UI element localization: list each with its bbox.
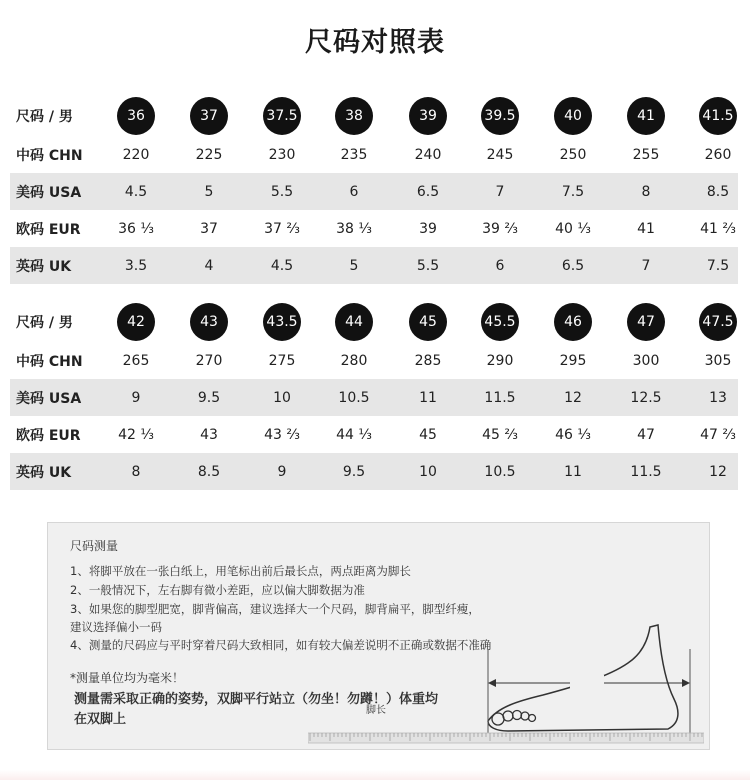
row-label-eur: 欧码 EUR	[16, 221, 81, 238]
size-cell	[543, 96, 603, 136]
eur-cell: 41	[637, 220, 655, 237]
table-1-row-eur	[10, 210, 738, 247]
measurement-title: 尺码测量	[70, 539, 119, 553]
eur-cell: 45 ⅔	[482, 426, 518, 443]
chn-cell: 290	[486, 352, 514, 369]
uk-cell: 10.5	[484, 463, 516, 480]
size-cell	[688, 302, 748, 342]
size-circle: 37.5	[263, 97, 301, 135]
size-cell	[398, 302, 458, 342]
bottom-edge	[0, 770, 750, 780]
size-cell	[179, 302, 239, 342]
usa-cell: 10	[273, 389, 291, 406]
size-circle: 36	[117, 97, 155, 135]
usa-cell: 13	[709, 389, 727, 406]
eur-cell: 36 ⅓	[118, 220, 154, 237]
chn-cell: 305	[704, 352, 732, 369]
eur-cell: 43 ⅔	[264, 426, 300, 443]
chn-cell: 270	[195, 352, 223, 369]
chn-cell: 245	[486, 146, 514, 163]
table-1-row-usa	[10, 173, 738, 210]
eur-cell: 46 ⅓	[555, 426, 591, 443]
row-label-uk: 英码 UK	[16, 464, 72, 481]
chn-cell: 265	[122, 352, 150, 369]
chn-cell: 235	[340, 146, 368, 163]
size-cell	[106, 302, 166, 342]
size-circle: 44	[335, 303, 373, 341]
row-label-size: 尺码 / 男	[16, 315, 73, 331]
chn-cell: 225	[195, 146, 223, 163]
table-2-row-usa	[10, 379, 738, 416]
table-1-row-size	[10, 96, 738, 136]
chn-cell: 250	[559, 146, 587, 163]
usa-cell: 8.5	[706, 183, 730, 200]
usa-cell: 8	[641, 183, 651, 200]
eur-cell: 38 ⅓	[336, 220, 372, 237]
measurement-guide	[47, 522, 710, 750]
size-circle: 39.5	[481, 97, 519, 135]
size-cell	[616, 302, 676, 342]
size-circle: 42	[117, 303, 155, 341]
uk-cell: 6	[495, 257, 505, 274]
posture-note-cont: 在双脚上	[74, 712, 127, 727]
table-1-row-chn	[10, 136, 738, 173]
table-2-row-eur	[10, 416, 738, 453]
usa-cell: 11.5	[484, 389, 516, 406]
uk-cell: 6.5	[561, 257, 585, 274]
usa-cell: 7.5	[561, 183, 585, 200]
usa-cell: 5.5	[270, 183, 294, 200]
measurement-step-3-cont: 建议选择偏小一码	[70, 620, 162, 634]
eur-cell: 42 ⅓	[118, 426, 154, 443]
eur-cell: 39	[419, 220, 437, 237]
size-cell	[179, 96, 239, 136]
uk-cell: 4.5	[270, 257, 294, 274]
table-2-row-size	[10, 302, 738, 342]
size-cell	[324, 302, 384, 342]
uk-cell: 7.5	[706, 257, 730, 274]
chn-cell: 255	[632, 146, 660, 163]
size-cell	[324, 96, 384, 136]
row-label-chn: 中码 CHN	[16, 147, 83, 164]
size-circle: 37	[190, 97, 228, 135]
foot-length-label: 脚长	[366, 705, 386, 716]
size-cell	[398, 96, 458, 136]
size-cell	[688, 96, 748, 136]
usa-cell: 6	[349, 183, 359, 200]
uk-cell: 7	[641, 257, 651, 274]
chn-cell: 240	[414, 146, 442, 163]
eur-cell: 45	[419, 426, 437, 443]
page-title: 尺码对照表	[305, 27, 445, 58]
measurement-step-1: 1、将脚平放在一张白纸上，用笔标出前后最长点，两点距离为脚长	[70, 564, 411, 578]
table-2-row-uk	[10, 453, 738, 490]
eur-cell: 39 ⅔	[482, 220, 518, 237]
size-cell	[252, 96, 312, 136]
uk-cell: 10	[419, 463, 437, 480]
uk-cell: 5.5	[416, 257, 440, 274]
chn-cell: 285	[414, 352, 442, 369]
chn-cell: 295	[559, 352, 587, 369]
size-circle: 40	[554, 97, 592, 135]
usa-cell: 11	[419, 389, 437, 406]
foot-measure-illustration	[308, 619, 704, 749]
eur-cell: 37	[200, 220, 218, 237]
row-label-chn: 中码 CHN	[16, 353, 83, 370]
uk-cell: 4	[204, 257, 214, 274]
size-circle: 47	[627, 303, 665, 341]
usa-cell: 5	[204, 183, 214, 200]
size-cell	[543, 302, 603, 342]
chn-cell: 230	[268, 146, 296, 163]
row-label-eur: 欧码 EUR	[16, 427, 81, 444]
uk-cell: 11	[564, 463, 582, 480]
usa-cell: 6.5	[416, 183, 440, 200]
size-circle: 45.5	[481, 303, 519, 341]
measurement-step-2: 2、一般情况下，左右脚有微小差距，应以偏大脚数据为准	[70, 583, 365, 597]
uk-cell: 8	[131, 463, 141, 480]
uk-cell: 9	[277, 463, 287, 480]
size-cell	[470, 96, 530, 136]
usa-cell: 4.5	[124, 183, 148, 200]
uk-cell: 3.5	[124, 257, 148, 274]
uk-cell: 5	[349, 257, 359, 274]
usa-cell: 9.5	[197, 389, 221, 406]
measurement-step-3: 3、如果您的脚型肥宽，脚背偏高，建议选择大一个尺码，脚背扁平，脚型纤瘦，	[70, 602, 480, 616]
size-circle: 39	[409, 97, 447, 135]
usa-cell: 12	[564, 389, 582, 406]
size-circle: 41.5	[699, 97, 737, 135]
unit-note: *测量单位均为毫米！	[70, 671, 185, 685]
chn-cell: 280	[340, 352, 368, 369]
usa-cell: 7	[495, 183, 505, 200]
row-label-uk: 英码 UK	[16, 258, 72, 275]
usa-cell: 12.5	[630, 389, 662, 406]
chn-cell: 260	[704, 146, 732, 163]
uk-cell: 9.5	[342, 463, 366, 480]
uk-cell: 11.5	[630, 463, 662, 480]
chn-cell: 275	[268, 352, 296, 369]
row-label-size: 尺码 / 男	[16, 109, 73, 125]
usa-cell: 10.5	[338, 389, 370, 406]
size-cell	[106, 96, 166, 136]
eur-cell: 47	[637, 426, 655, 443]
size-table-2	[10, 302, 738, 490]
size-circle: 46	[554, 303, 592, 341]
eur-cell: 47 ⅔	[700, 426, 736, 443]
size-circle: 38	[335, 97, 373, 135]
size-circle: 47.5	[699, 303, 737, 341]
size-circle: 45	[409, 303, 447, 341]
size-table-1	[10, 96, 738, 284]
size-cell	[470, 302, 530, 342]
size-cell	[616, 96, 676, 136]
eur-cell: 37 ⅔	[264, 220, 300, 237]
row-label-usa: 美码 USA	[16, 184, 82, 201]
uk-cell: 12	[709, 463, 727, 480]
size-circle: 41	[627, 97, 665, 135]
size-circle: 43.5	[263, 303, 301, 341]
chn-cell: 300	[632, 352, 660, 369]
table-1-row-uk	[10, 247, 738, 284]
size-circle: 43	[190, 303, 228, 341]
eur-cell: 44 ⅓	[336, 426, 372, 443]
uk-cell: 8.5	[197, 463, 221, 480]
eur-cell: 40 ⅓	[555, 220, 591, 237]
table-2-row-chn	[10, 342, 738, 379]
eur-cell: 41 ⅔	[700, 220, 736, 237]
usa-cell: 9	[131, 389, 141, 406]
row-label-usa: 美码 USA	[16, 390, 82, 407]
chn-cell: 220	[122, 146, 150, 163]
size-cell	[252, 302, 312, 342]
eur-cell: 43	[200, 426, 218, 443]
measurement-step-4: 4、测量的尺码应与平时穿着尺码大致相同，如有较大偏差说明不正确或数据不准确	[70, 638, 492, 652]
posture-note: 测量需采取正确的姿势，双脚平行站立（勿坐！勿蹲！）体重均	[74, 692, 439, 707]
